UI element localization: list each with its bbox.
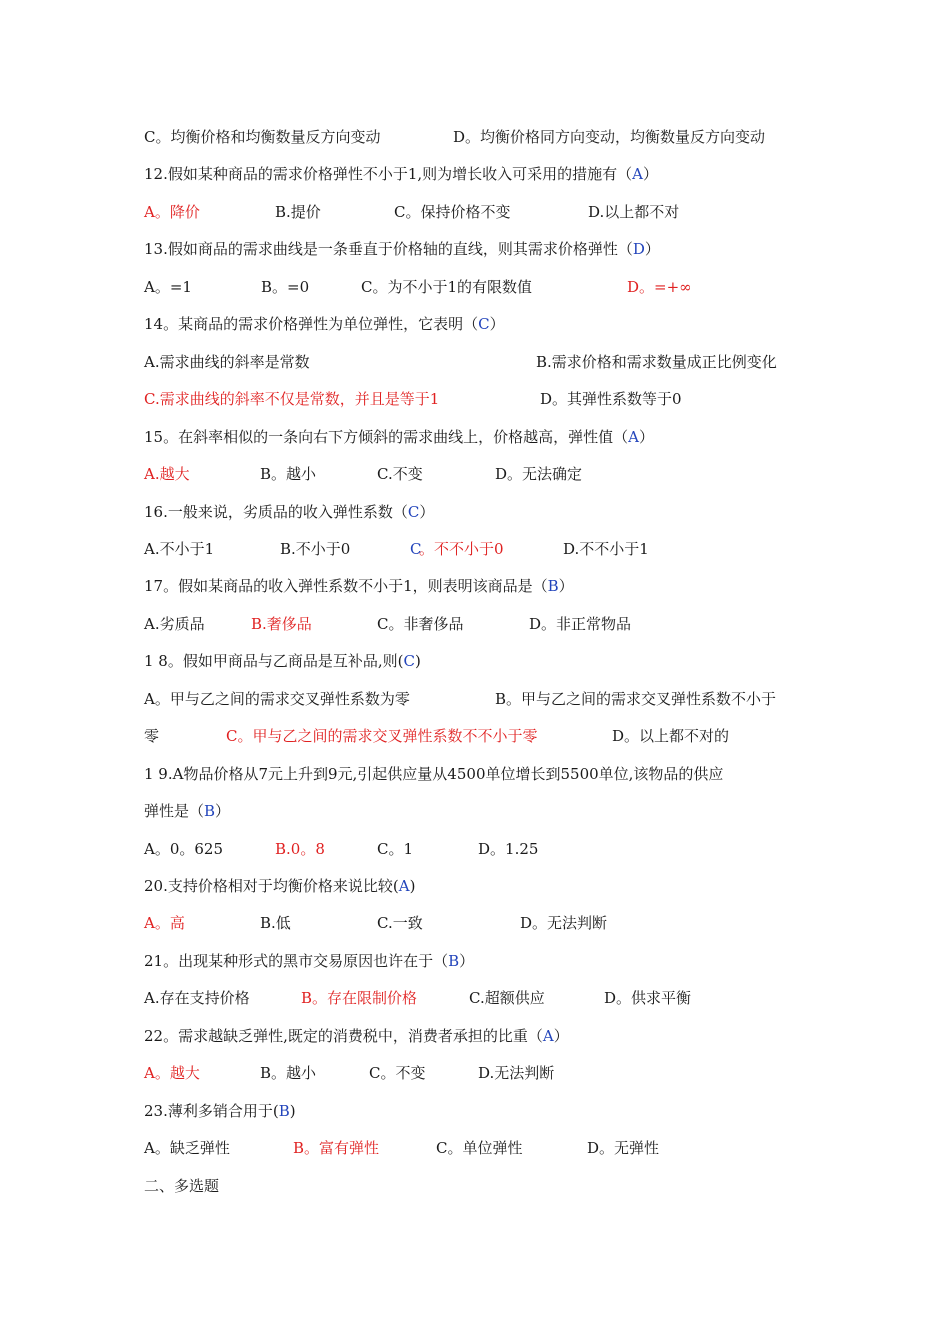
text-segment: 23.薄利多销合用于( (144, 1102, 279, 1120)
text-segment: 20.支持价格相对于均衡价格来说比较( (144, 877, 399, 895)
answer-key: C (407, 503, 420, 521)
text-line (144, 502, 434, 522)
text-segment: C.不变 (377, 465, 423, 483)
text-segment: 15。在斜率相似的一条向右下方倾斜的需求曲线上，价格越高，弹性值（ (144, 428, 629, 446)
answer-text: A。高 (144, 914, 185, 932)
text-line (144, 951, 474, 971)
answer-key: B (547, 577, 559, 595)
text-segment: 13.假如商品的需求曲线是一条垂直于价格轴的直线，则其需求价格弹性（ (144, 240, 633, 258)
answer-key: B (448, 952, 460, 970)
text-segment: 弹性是（ (144, 802, 205, 820)
text-segment: 1 9.A物品价格从7元上升到9元,引起供应量从4500单位增长到5500单位,该物品的供应 (144, 765, 724, 783)
text-segment: ） (419, 503, 435, 521)
text-segment: 1 8。假如甲商品与乙商品是互补品,则( (144, 652, 404, 670)
answer-text: B.0。8 (275, 840, 325, 858)
text-segment: 16.一般来说，劣质品的收入弹性系数（ (144, 503, 408, 521)
text-segment: C。不变 (369, 1064, 426, 1082)
text-segment: D.以上都不对 (588, 203, 680, 221)
answer-key: A (628, 428, 639, 446)
text-segment: B.提价 (275, 203, 321, 221)
answer-text: A.越大 (144, 465, 190, 483)
answer-text: B。存在限制价格 (301, 989, 418, 1007)
answer-text: C.需求曲线的斜率不仅是常数，并且是等于1 (144, 390, 440, 408)
text-line (144, 239, 660, 259)
text-segment: B。越小 (260, 465, 317, 483)
text-segment: A.存在支持价格 (144, 989, 250, 1007)
text-segment: ） (215, 802, 231, 820)
text-segment: D。其弹性系数等于0 (540, 390, 682, 408)
text-line (144, 1101, 296, 1121)
answer-text: D。=+∞ (627, 278, 692, 296)
text-line (144, 764, 723, 784)
text-segment: ） (459, 952, 475, 970)
text-segment: ） (643, 165, 659, 183)
text-segment: B.不小于0 (280, 540, 351, 558)
text-segment: D。无法确定 (495, 465, 583, 483)
text-segment: C.一致 (377, 914, 423, 932)
text-segment: D。无法判断 (520, 914, 608, 932)
answer-key: A (632, 165, 644, 183)
text-line (144, 876, 415, 896)
answer-key: C (478, 315, 490, 333)
answer-key: B (204, 802, 216, 820)
text-line (144, 314, 505, 334)
text-segment: D。均衡价格同方向变动，均衡数量反方向变动 (453, 128, 766, 146)
answer-text: A。降价 (144, 203, 200, 221)
text-segment: D。供求平衡 (604, 989, 692, 1007)
text-segment: ) (409, 877, 416, 895)
answer-text: B.奢侈品 (251, 615, 312, 633)
answer-key: A (398, 877, 410, 895)
text-segment: D。非正常物品 (529, 615, 632, 633)
text-segment: ） (644, 240, 660, 258)
answer-text: C。甲与乙之间的需求交叉弹性系数不不小于零 (226, 727, 538, 745)
text-segment: D.不不小于1 (563, 540, 649, 558)
text-line (144, 1176, 219, 1196)
text-line (144, 801, 230, 821)
answer-text: B。富有弹性 (293, 1139, 380, 1157)
text-segment: ） (553, 1027, 569, 1045)
answer-key: C (410, 540, 422, 558)
text-segment: A。=1 (144, 278, 192, 296)
text-segment: C。非奢侈品 (377, 615, 464, 633)
answer-key: A (542, 1027, 554, 1045)
text-segment: B.需求价格和需求数量成正比例变化 (536, 353, 777, 371)
text-segment: ) (289, 1102, 296, 1120)
text-segment: C。1 (377, 840, 414, 858)
text-segment: B。甲与乙之间的需求交叉弹性系数不小于 (495, 690, 777, 708)
text-segment: 二、多选题 (144, 1177, 220, 1195)
text-line (144, 164, 658, 184)
text-segment: ） (558, 577, 574, 595)
text-segment: 17。假如某商品的收入弹性系数不小于1，则表明该商品是（ (144, 577, 548, 595)
text-segment: 22。需求越缺乏弹性,既定的消费税中，消费者承担的比重（ (144, 1027, 543, 1045)
text-segment: 零 (144, 727, 160, 745)
text-segment: ） (489, 315, 505, 333)
text-segment: D。以上都不对的 (612, 727, 730, 745)
text-segment: C。单位弹性 (436, 1139, 523, 1157)
text-line (144, 576, 574, 596)
answer-text: A。越大 (144, 1064, 200, 1082)
answer-key: C (403, 652, 415, 670)
answer-key: B (278, 1102, 290, 1120)
text-segment: B。=0 (261, 278, 310, 296)
text-segment: D。无弹性 (587, 1139, 660, 1157)
text-segment: 14。某商品的需求价格弹性为单位弹性，它表明（ (144, 315, 479, 333)
text-line (144, 427, 654, 447)
text-segment: A.不小于1 (144, 540, 215, 558)
text-segment: D.无法判断 (478, 1064, 555, 1082)
text-segment: C.超额供应 (469, 989, 545, 1007)
text-segment: 12.假如某种商品的需求价格弹性不小于1,则为增长收入可采用的措施有（ (144, 165, 633, 183)
answer-key: D (632, 240, 645, 258)
text-segment: A.劣质品 (144, 615, 205, 633)
text-segment: 21。出现某种形式的黑市交易原因也许在于（ (144, 952, 449, 970)
text-segment: A.需求曲线的斜率是常数 (144, 353, 310, 371)
text-segment: A。0。625 (144, 840, 224, 858)
text-segment: A。甲与乙之间的需求交叉弹性系数为零 (144, 690, 410, 708)
text-segment: B.低 (260, 914, 291, 932)
text-segment: B。越小 (260, 1064, 317, 1082)
text-segment: ) (414, 652, 421, 670)
text-line (144, 1026, 569, 1046)
answer-text: 。不不小于0 (419, 540, 504, 558)
text-segment: C。保持价格不变 (394, 203, 511, 221)
text-segment: C。均衡价格和均衡数量反方向变动 (144, 128, 381, 146)
text-segment: ） (638, 428, 654, 446)
text-segment: D。1.25 (478, 840, 539, 858)
text-segment: C。为不小于1的有限数值 (361, 278, 533, 296)
text-segment: A。缺乏弹性 (144, 1139, 230, 1157)
text-line (144, 651, 421, 671)
